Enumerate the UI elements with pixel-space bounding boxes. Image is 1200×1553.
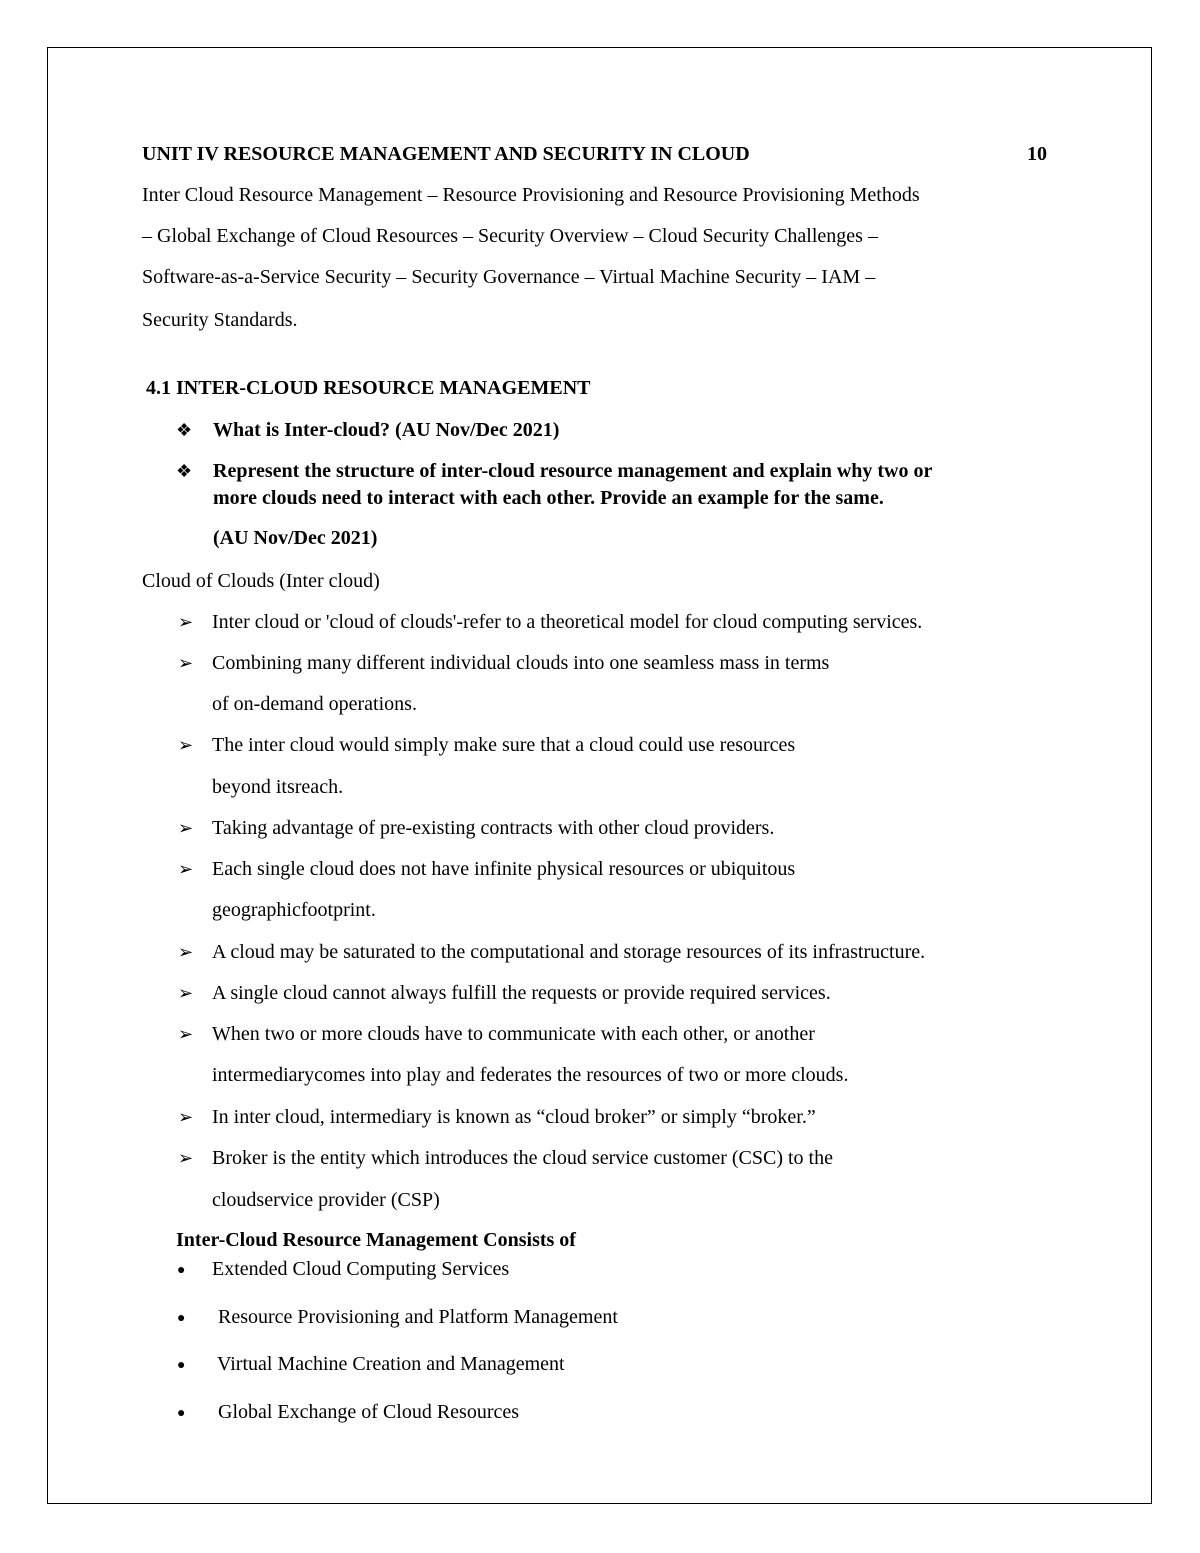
point-line: beyond itsreach.	[212, 776, 344, 798]
arrow-bullet-icon: ➢	[178, 818, 194, 838]
point-line: In inter cloud, intermediary is known as “cloud broker” or simply “broker.”	[212, 1106, 816, 1128]
point-line: A cloud may be saturated to the computational and storage resources of its infrastructure.	[212, 941, 926, 963]
bullet-dot-icon: ●	[177, 1311, 186, 1326]
point-line: Taking advantage of pre-existing contracts with other cloud providers.	[212, 817, 775, 839]
unit-title: UNIT IV RESOURCE MANAGEMENT AND SECURITY IN CLOUD	[142, 143, 750, 165]
bullet-dot-icon: ●	[177, 1263, 186, 1278]
point-line: of on-demand operations.	[212, 693, 417, 715]
bullet-dot-icon: ●	[177, 1406, 186, 1421]
arrow-bullet-icon: ➢	[178, 612, 194, 632]
arrow-bullet-icon: ➢	[178, 1148, 194, 1168]
syllabus-line: Inter Cloud Resource Management – Resource Provisioning and Resource Provisioning Methods	[142, 184, 920, 206]
consists-item: Extended Cloud Computing Services	[212, 1258, 510, 1280]
section-title: 4.1 INTER-CLOUD RESOURCE MANAGEMENT	[146, 377, 591, 399]
arrow-bullet-icon: ➢	[178, 983, 194, 1003]
arrow-bullet-icon: ➢	[178, 1107, 194, 1127]
arrow-bullet-icon: ➢	[178, 1024, 194, 1044]
arrow-bullet-icon: ➢	[178, 942, 194, 962]
consists-heading: Inter-Cloud Resource Management Consists of	[176, 1229, 576, 1251]
question-line: more clouds need to interact with each other. Provide an example for the same.	[213, 487, 884, 509]
syllabus-line: Security Standards.	[142, 309, 298, 331]
point-line: Inter cloud or 'cloud of clouds'-refer to a theoretical model for cloud computing services.	[212, 611, 923, 633]
unit-hours: 10	[1027, 143, 1047, 165]
point-line: The inter cloud would simply make sure that a cloud could use resources	[212, 734, 796, 756]
syllabus-line: Software-as-a-Service Security – Security Governance – Virtual Machine Security – IAM –	[142, 266, 876, 288]
point-line: Broker is the entity which introduces the cloud service customer (CSC) to the	[212, 1147, 833, 1169]
consists-item: Resource Provisioning and Platform Management	[218, 1306, 618, 1328]
point-line: cloudservice provider (CSP)	[212, 1189, 440, 1211]
point-line: Combining many different individual clouds into one seamless mass in terms	[212, 652, 830, 674]
diamond-bullet-icon: ❖	[176, 420, 193, 440]
point-line: Each single cloud does not have infinite physical resources or ubiquitous	[212, 858, 796, 880]
point-line: When two or more clouds have to communicate with each other, or another	[212, 1023, 815, 1045]
bullet-dot-icon: ●	[177, 1358, 186, 1373]
question-line: (AU Nov/Dec 2021)	[213, 527, 378, 549]
question-line: What is Inter-cloud? (AU Nov/Dec 2021)	[213, 419, 560, 441]
arrow-bullet-icon: ➢	[178, 859, 194, 879]
point-line: intermediarycomes into play and federates the resources of two or more clouds.	[212, 1064, 849, 1086]
point-line: A single cloud cannot always fulfill the requests or provide required services.	[212, 982, 831, 1004]
diamond-bullet-icon: ❖	[176, 461, 193, 481]
consists-item: Virtual Machine Creation and Management	[217, 1353, 565, 1375]
syllabus-line: – Global Exchange of Cloud Resources – Security Overview – Cloud Security Challenges –	[142, 225, 878, 247]
arrow-bullet-icon: ➢	[178, 735, 194, 755]
consists-item: Global Exchange of Cloud Resources	[218, 1401, 520, 1423]
subsection-heading: Cloud of Clouds (Inter cloud)	[142, 570, 380, 592]
point-line: geographicfootprint.	[212, 899, 376, 921]
question-line: Represent the structure of inter-cloud resource management and explain why two or	[213, 460, 933, 482]
arrow-bullet-icon: ➢	[178, 653, 194, 673]
